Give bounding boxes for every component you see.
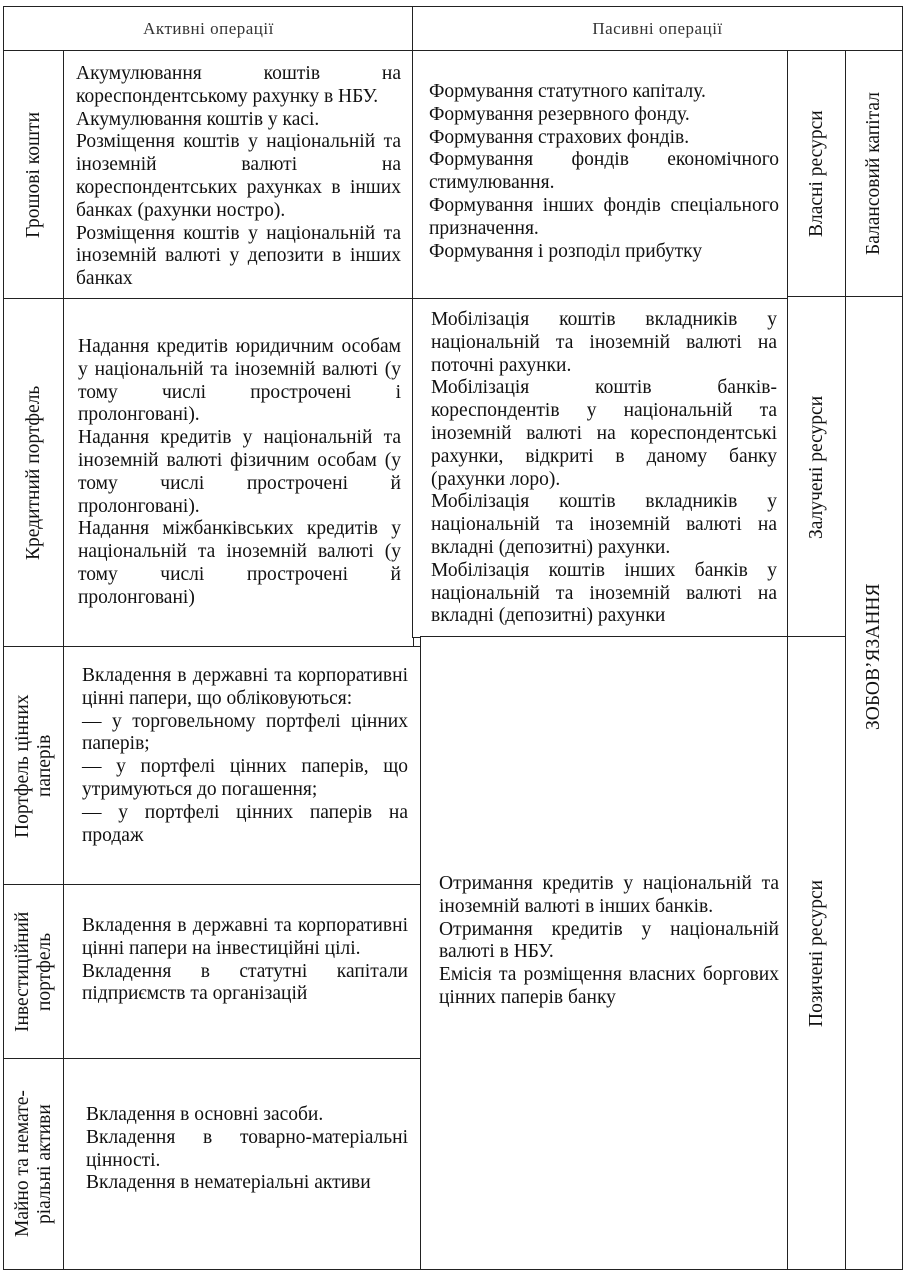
active-securities [63, 646, 422, 886]
securities-item-1: Вкладення в державні та корпоративні цінні папери, що обліковуються: [82, 665, 408, 709]
row-label-securities [3, 646, 65, 886]
securities-item-2: — у торговельному портфелі цінних паперів; [82, 710, 408, 755]
investment-item-1: Вкладення в державні та корпоративні цінні папери на інвестиційні цілі. [82, 915, 408, 959]
own-item-5: Формування інших фондів спеціального призначення. [429, 194, 779, 239]
own-resources-label: Власні ресурси [806, 110, 827, 238]
label-own-resources [787, 50, 847, 298]
balance-capital-label: Балансовий капітал [863, 92, 884, 256]
cash-item-2: Акумулювання коштів у касі. [76, 108, 320, 130]
credit-label: Кредитний портфель [23, 385, 44, 561]
header-active-label: Активні операції [143, 19, 274, 38]
label-balance-capital [845, 50, 903, 298]
attracted-item-1: Мобілізація коштів вкладників у національній та іноземній валюті на поточні рахунки. [431, 309, 777, 376]
attracted-item-3: Мобілізація коштів вкладників у національній та іноземній валюті на вкладні (депозитні) рахунки. [431, 491, 777, 558]
borrowed-item-3: Емісія та розміщення власних боргових цінних паперів банку [439, 964, 779, 1008]
row-label-credit [3, 298, 65, 648]
active-property [63, 1058, 422, 1270]
credit-item-1: Надання кредитів юридичним особам у національній та іноземній валюті (у тому числі прострочені і пролонговані). [78, 336, 401, 426]
securities-item-4: — у портфелі цінних паперів на продаж [82, 801, 408, 846]
row-label-cash [3, 50, 65, 300]
own-item-3: Формування страхових фондів. [429, 126, 690, 148]
securities-item-3: — у портфелі цінних паперів, що утримуються до погашення; [82, 756, 408, 800]
attracted-item-4: Мобілізація коштів інших банків у національній та іноземній валюті на вкладні (депозитні) рахунки [431, 559, 777, 627]
credit-item-3: Надання міжбанківських кредитів у національній та іноземній валюті (у тому числі прострочені й пролонговані) [78, 518, 401, 608]
header-passive-label: Пасивні операції [592, 19, 723, 38]
label-attracted-resources [787, 296, 847, 638]
securities-label: Портфель цінних паперів [12, 694, 55, 838]
property-label: Майно та немате- ріальні активи [12, 1090, 55, 1238]
active-cash [63, 50, 414, 300]
investment-item-2: Вкладення в статутні капітали підприємств та організацій [82, 960, 408, 1005]
own-item-4: Формування фондів економічного стимулювання. [429, 149, 779, 194]
own-item-6: Формування і розподіл прибутку [429, 240, 703, 262]
own-item-1: Формування статутного капіталу. [429, 81, 706, 102]
passive-attracted [412, 298, 789, 638]
active-investment [63, 884, 422, 1060]
credit-item-2: Надання кредитів у національній та іноземній валюті фізичним особам (у тому числі прострочені й пролонговані). [78, 427, 401, 517]
active-credit [63, 298, 414, 648]
borrowed-item-1: Отримання кредитів у національній та іноземній валюті в інших банків. [439, 873, 779, 917]
header-passive [412, 6, 903, 52]
attracted-resources-label: Залучені ресурси [806, 395, 827, 539]
own-item-2: Формування резервного фонду. [429, 103, 690, 125]
cash-label: Грошові кошти [23, 111, 44, 239]
liabilities-label: ЗОБОВ’ЯЗАННЯ [863, 583, 884, 731]
property-item-3: Вкладення в нематеріальні активи [86, 1172, 371, 1194]
investment-label: Інвестиційний портфель [12, 911, 55, 1033]
row-label-property [3, 1058, 65, 1270]
cash-item-1: Акумулювання коштів на кореспондентському рахунку в НБУ. [76, 63, 401, 107]
attracted-item-2: Мобілізація коштів банків-кореспондентів у національній та іноземній валюті на кореспондентські рахунки, відкриті в даному банку (рахунки лоро). [431, 377, 777, 490]
borrowed-resources-label: Позичені ресурси [806, 879, 827, 1027]
borrowed-item-2: Отримання кредитів у національній валюті в НБУ. [439, 918, 779, 963]
cash-item-3: Розміщення коштів у національній та іноземній валюті на кореспондентських рахунках в інших банках (рахунки ностро). [76, 131, 401, 221]
header-active [3, 6, 414, 52]
property-item-1: Вкладення в основні засоби. [86, 1104, 324, 1125]
passive-borrowed [420, 636, 789, 1270]
cash-item-4: Розміщення коштів у національній та іноземній валюті у депозити в інших банках [76, 222, 401, 290]
label-liabilities [845, 296, 903, 1270]
passive-own [412, 50, 789, 300]
property-item-2: Вкладення в товарно-матеріальні цінності. [86, 1126, 408, 1171]
label-borrowed-resources [787, 636, 847, 1270]
row-label-investment [3, 884, 65, 1060]
